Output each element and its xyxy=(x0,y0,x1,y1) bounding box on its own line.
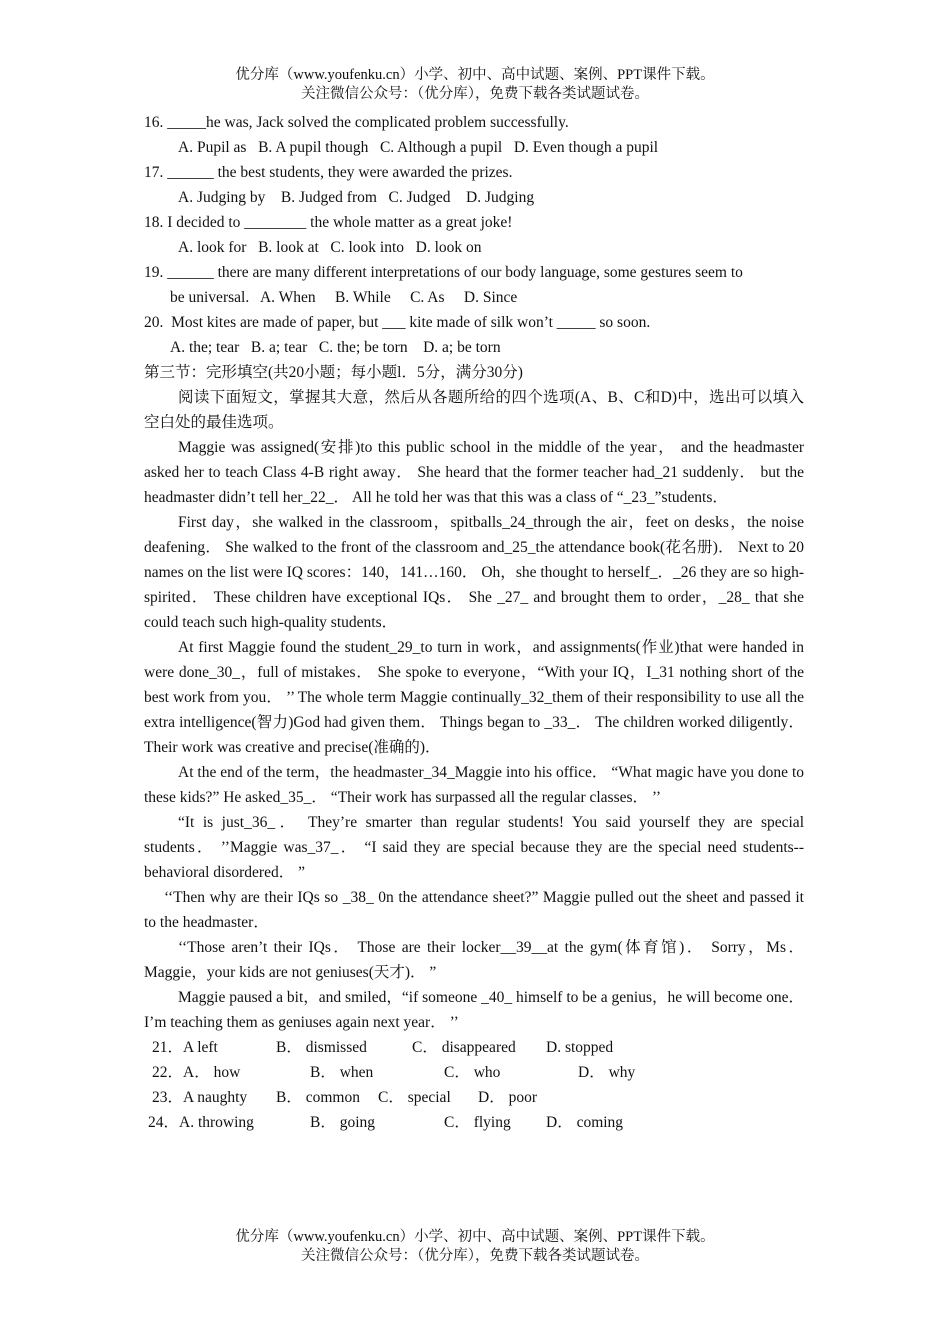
passage-paragraph: ‘‘Then why are their IQs so _38_ 0n the attendance sheet?” Maggie pulled out the sheet and passed it to the headmaster． xyxy=(144,889,804,931)
exam-content xyxy=(144,110,804,1135)
passage-paragraph: Maggie was assigned(安排)to this public school in the middle of the year， and the headmaster asked her to teach Class 4-B right away． She heard that the former teacher had_21 suddenly． but the headmaster didn’t tell her_22_． All he told her was that this was a class of “_23_”students． xyxy=(144,439,804,506)
footer-line-1: 优分库（www.youfenku.cn）小学、初中、高中试题、案例、PPT课件下载。 xyxy=(235,1229,715,1245)
option-b: B． common xyxy=(276,1089,360,1106)
page-footer xyxy=(0,1228,950,1266)
option-a: 24．A. throwing xyxy=(148,1114,254,1131)
question-17-options: A. Judging by B. Judged from C. Judged D. Judging xyxy=(178,189,535,206)
option-c: C． disappeared xyxy=(412,1039,516,1056)
question-18-options: A. look for B. look at C. look into D. look on xyxy=(178,239,482,256)
question-20-options: A. the; tear B. a; tear C. the; be torn D. a; be torn xyxy=(170,339,501,356)
answer-options-24 xyxy=(144,1110,804,1135)
option-c: C． flying xyxy=(444,1114,511,1131)
option-b: B． going xyxy=(310,1114,376,1131)
passage-paragraph: At first Maggie found the student_29_to turn in work，and assignments(作业)that were handed in were done_30_，full of mistakes． She spoke to everyone，“With your IQ，I_31 nothing short of the best work from you． ’’ The whole term Maggie continually_32_them of their responsibility to use all the extra intelligence(智力)God had given them． Things began to _33_． The children worked diligently． Their work was creative and precise(准确的)． xyxy=(144,639,804,756)
question-19-options: be universal. A. When B. While C. As D. Since xyxy=(170,289,518,306)
question-20: 20. Most kites are made of paper, but ___ kite made of silk won’t _____ so soon. xyxy=(144,314,651,331)
section-title: 第三节：完形填空(共20小题；每小题l．5分，满分30分) xyxy=(144,364,523,381)
option-a: 21．A left xyxy=(152,1039,218,1056)
question-16: 16. _____he was, Jack solved the complicated problem successfully. xyxy=(144,114,569,131)
answer-options-21 xyxy=(144,1035,804,1060)
section-instruction: 阅读下面短文，掌握其大意，然后从各题所给的四个选项(A、B、C和D)中，选出可以填入空白处的最佳选项。 xyxy=(144,389,804,431)
option-a: 22．A． how xyxy=(152,1064,241,1081)
passage-paragraph: First day，she walked in the classroom，spitballs_24_through the air，feet on desks，the noise deafening． She walked to the front of the classroom and_25_the attendance book(花名册)． Next to 20 names on the list were IQ scores：140，141…160． Oh，she thought to herself_．_26 they are so high-spirited． These children have exceptional IQs． She _27_ and brought them to order，_28_ that she could teach such high-quality students． xyxy=(144,514,804,631)
option-d: D． poor xyxy=(478,1089,537,1106)
question-18: 18. I decided to ________ the whole matter as a great joke! xyxy=(144,214,513,231)
question-17: 17. ______ the best students, they were awarded the prizes. xyxy=(144,164,513,181)
option-d: D． coming xyxy=(546,1114,624,1131)
question-19: 19. ______ there are many different interpretations of our body language, some gestures seem to xyxy=(144,264,743,281)
page-header xyxy=(0,66,950,104)
passage-paragraph: “It is just_36_． They’re smarter than regular students! You said yourself they are special students． ’’Maggie was_37_． “I said they are special because they are the special need students--behavioral disordered． ” xyxy=(144,814,804,881)
option-a: 23．A naughty xyxy=(152,1089,248,1106)
option-c: C． who xyxy=(444,1064,501,1081)
option-d: D． why xyxy=(578,1064,636,1081)
answer-options-22 xyxy=(144,1060,804,1085)
option-b: B． when xyxy=(310,1064,374,1081)
passage-paragraph: At the end of the term，the headmaster_34_Maggie into his office． “What magic have you done to these kids?” He asked_35_． “Their work has surpassed all the regular classes． ’’ xyxy=(144,764,804,806)
answer-options-23 xyxy=(144,1085,804,1110)
passage-paragraph: Maggie paused a bit，and smiled，“if someone _40_ himself to be a genius，he will become one． I’m teaching them as geniuses again next year． ’’ xyxy=(144,989,804,1031)
passage-paragraph: ‘‘Those aren’t their IQs． Those are their locker__39__at the gym(体育馆)． Sorry，Ms． Maggie，your kids are not geniuses(天才)． ” xyxy=(144,939,804,981)
option-d: D. stopped xyxy=(546,1039,614,1056)
header-line-2: 关注微信公众号：（优分库），免费下载各类试题试卷。 xyxy=(301,86,649,102)
question-16-options: A. Pupil as B. A pupil though C. Although a pupil D. Even though a pupil xyxy=(178,139,659,156)
option-b: B． dismissed xyxy=(276,1039,367,1056)
option-c: C． special xyxy=(378,1089,451,1106)
header-line-1: 优分库（www.youfenku.cn）小学、初中、高中试题、案例、PPT课件下载。 xyxy=(235,67,715,83)
footer-line-2: 关注微信公众号：（优分库），免费下载各类试题试卷。 xyxy=(301,1248,649,1264)
